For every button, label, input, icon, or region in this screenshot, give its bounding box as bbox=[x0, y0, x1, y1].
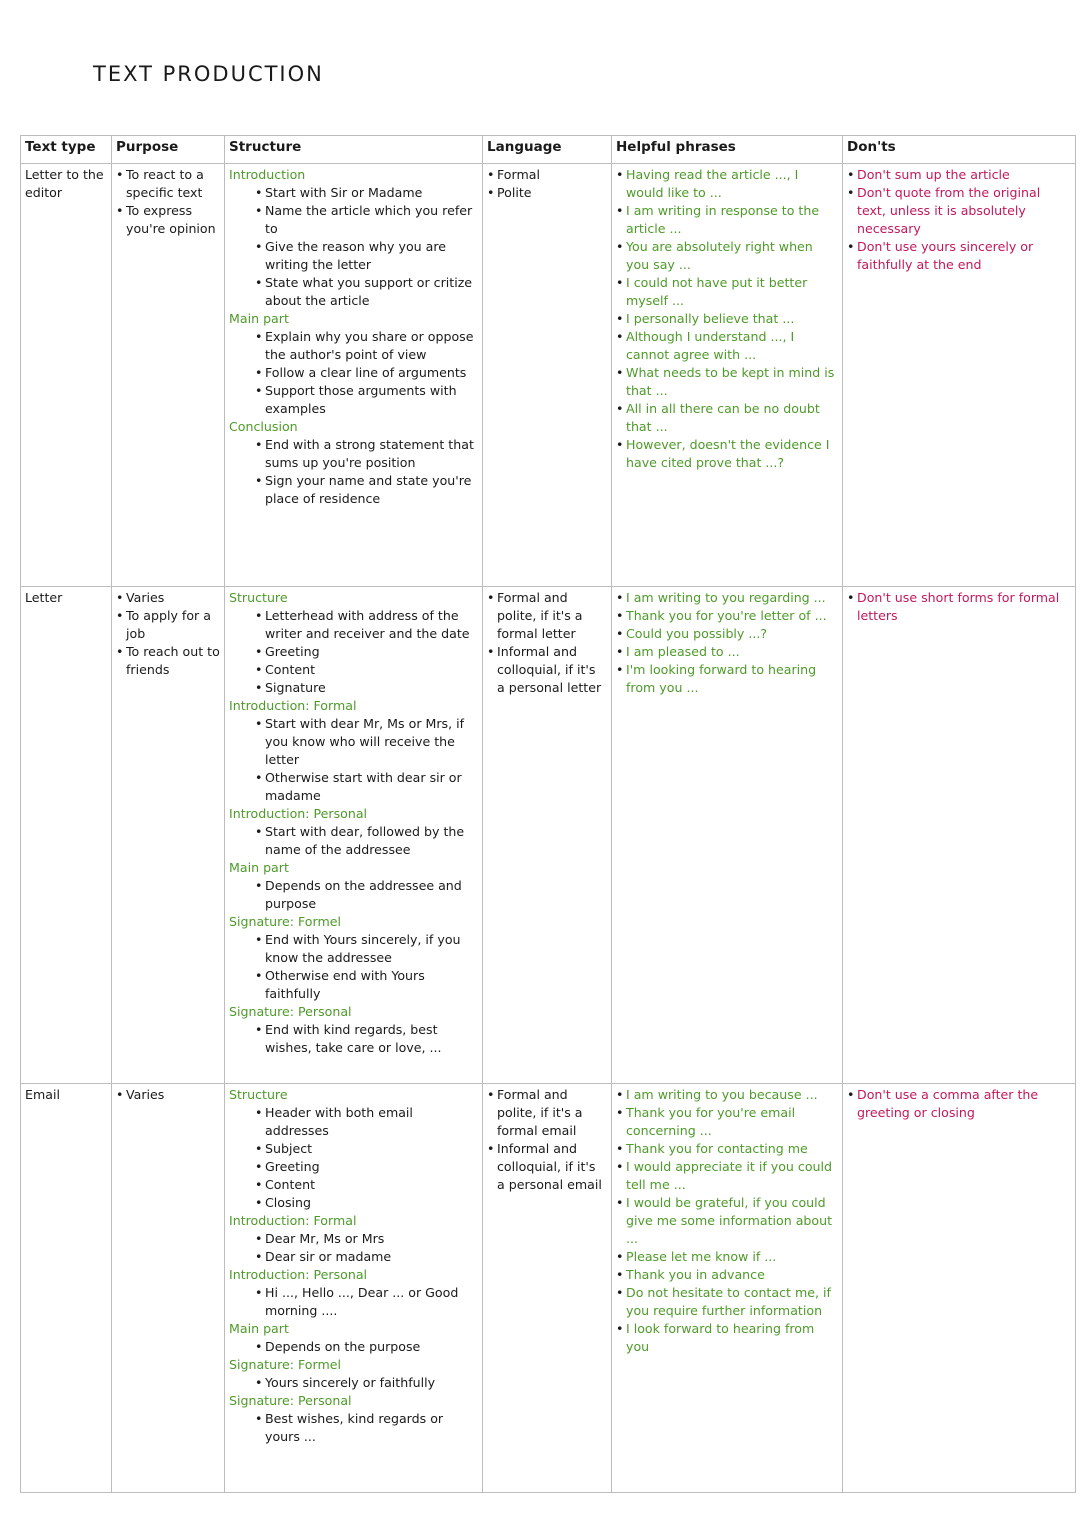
purpose-item: • To apply for a job bbox=[116, 607, 220, 643]
purpose-item: • Varies bbox=[116, 589, 220, 607]
structure-item: • Depends on the addressee and purpose bbox=[255, 877, 478, 913]
structure-item: • End with a strong statement that sums up you're position bbox=[255, 436, 478, 472]
structure-cell bbox=[225, 164, 483, 587]
donts-cell bbox=[843, 587, 1076, 1084]
structure-list bbox=[229, 877, 478, 913]
structure-section-heading: Introduction: Formal bbox=[229, 1213, 357, 1228]
structure-cell bbox=[225, 1084, 483, 1493]
phrase-item: • I could not have put it better myself ... bbox=[616, 274, 838, 310]
phrase-item: • I would be grateful, if you could give me some information about ... bbox=[616, 1194, 838, 1248]
header-row bbox=[21, 136, 1076, 164]
structure-item: • Hi ..., Hello ..., Dear ... or Good morning .... bbox=[255, 1284, 478, 1320]
structure-item: • End with kind regards, best wishes, take care or love, ... bbox=[255, 1021, 478, 1057]
structure-list bbox=[229, 715, 478, 805]
structure-item: • Signature bbox=[255, 679, 478, 697]
structure-list bbox=[229, 436, 478, 508]
structure-item: • Start with Sir or Madame bbox=[255, 184, 478, 202]
structure-list bbox=[229, 1284, 478, 1320]
dont-item: • Don't use yours sincerely or faithfully at the end bbox=[847, 238, 1071, 274]
purpose-item: • To react to a specific text bbox=[116, 166, 220, 202]
structure-item: • Start with dear, followed by the name of the addressee bbox=[255, 823, 478, 859]
structure-section-heading: Introduction: Personal bbox=[229, 806, 368, 821]
dont-item: • Don't quote from the original text, unless it is absolutely necessary bbox=[847, 184, 1071, 238]
language-item: • Formal and polite, if it's a formal email bbox=[487, 1086, 607, 1140]
phrase-list bbox=[616, 166, 838, 472]
structure-list bbox=[229, 1021, 478, 1057]
structure-item: • Header with both email addresses bbox=[255, 1104, 478, 1140]
purpose-item: • To express you're opinion bbox=[116, 202, 220, 238]
header-purpose: Purpose bbox=[112, 136, 225, 164]
phrase-item: • I look forward to hearing from you bbox=[616, 1320, 838, 1356]
structure-item: • Follow a clear line of arguments bbox=[255, 364, 478, 382]
purpose-list bbox=[116, 166, 220, 238]
phrase-list bbox=[616, 1086, 838, 1356]
purpose-cell bbox=[112, 587, 225, 1084]
structure-list bbox=[229, 1230, 478, 1266]
donts-cell bbox=[843, 1084, 1076, 1493]
structure-item: • Depends on the purpose bbox=[255, 1338, 478, 1356]
phrase-item: • Although I understand ..., I cannot agree with ... bbox=[616, 328, 838, 364]
language-item: • Formal and polite, if it's a formal letter bbox=[487, 589, 607, 643]
phrase-item: • Having read the article ..., I would like to ... bbox=[616, 166, 838, 202]
structure-section-heading: Structure bbox=[229, 1087, 288, 1102]
dont-item: • Don't sum up the article bbox=[847, 166, 1071, 184]
language-item: • Polite bbox=[487, 184, 607, 202]
purpose-cell bbox=[112, 164, 225, 587]
header-structure: Structure bbox=[225, 136, 483, 164]
structure-section-heading: Main part bbox=[229, 860, 289, 875]
structure-item: • Support those arguments with examples bbox=[255, 382, 478, 418]
table-row bbox=[21, 1084, 1076, 1493]
page-title: TEXT PRODUCTION bbox=[93, 62, 324, 86]
structure-item: • Letterhead with address of the writer and receiver and the date bbox=[255, 607, 478, 643]
phrase-item: • I am pleased to ... bbox=[616, 643, 838, 661]
structure-section-heading: Introduction: Formal bbox=[229, 698, 357, 713]
phrase-item: • Do not hesitate to contact me, if you require further information bbox=[616, 1284, 838, 1320]
phrase-list bbox=[616, 589, 838, 697]
structure-item: • Content bbox=[255, 1176, 478, 1194]
structure-cell bbox=[225, 587, 483, 1084]
dont-list bbox=[847, 1086, 1071, 1122]
language-list bbox=[487, 589, 607, 697]
language-cell bbox=[483, 164, 612, 587]
header-donts: Don'ts bbox=[843, 136, 1076, 164]
structure-item: • Best wishes, kind regards or yours ... bbox=[255, 1410, 478, 1446]
structure-item: • Give the reason why you are writing the letter bbox=[255, 238, 478, 274]
purpose-item: • To reach out to friends bbox=[116, 643, 220, 679]
text-type-cell: Letter bbox=[21, 587, 112, 1084]
structure-section-heading: Signature: Formel bbox=[229, 914, 341, 929]
language-item: • Informal and colloquial, if it's a personal email bbox=[487, 1140, 607, 1194]
purpose-cell bbox=[112, 1084, 225, 1493]
dont-list bbox=[847, 589, 1071, 625]
structure-item: • Closing bbox=[255, 1194, 478, 1212]
phrase-item: • All in all there can be no doubt that ... bbox=[616, 400, 838, 436]
structure-item: • Dear sir or madame bbox=[255, 1248, 478, 1266]
structure-section-heading: Signature: Formel bbox=[229, 1357, 341, 1372]
structure-section-heading: Conclusion bbox=[229, 419, 298, 434]
purpose-list bbox=[116, 589, 220, 679]
phrase-item: • Could you possibly ...? bbox=[616, 625, 838, 643]
structure-item: • Greeting bbox=[255, 643, 478, 661]
language-cell bbox=[483, 1084, 612, 1493]
phrase-item: • Thank you for you're email concerning ... bbox=[616, 1104, 838, 1140]
text-production-table bbox=[20, 135, 1076, 1493]
phrase-item: • What needs to be kept in mind is that ... bbox=[616, 364, 838, 400]
phrase-item: • Please let me know if ... bbox=[616, 1248, 838, 1266]
structure-list bbox=[229, 607, 478, 697]
structure-item: • Otherwise start with dear sir or madame bbox=[255, 769, 478, 805]
phrase-item: • I would appreciate it if you could tell me ... bbox=[616, 1158, 838, 1194]
dont-list bbox=[847, 166, 1071, 274]
text-type-cell: Email bbox=[21, 1084, 112, 1493]
header-text-type: Text type bbox=[21, 136, 112, 164]
structure-item: • Content bbox=[255, 661, 478, 679]
structure-list bbox=[229, 1338, 478, 1356]
phrase-item: • I am writing to you regarding ... bbox=[616, 589, 838, 607]
structure-list bbox=[229, 1410, 478, 1446]
structure-item: • Sign your name and state you're place of residence bbox=[255, 472, 478, 508]
header-language: Language bbox=[483, 136, 612, 164]
dont-item: • Don't use a comma after the greeting or closing bbox=[847, 1086, 1071, 1122]
phrase-item: • Thank you for contacting me bbox=[616, 1140, 838, 1158]
phrase-item: • I'm looking forward to hearing from you ... bbox=[616, 661, 838, 697]
structure-item: • Subject bbox=[255, 1140, 478, 1158]
structure-item: • Otherwise end with Yours faithfully bbox=[255, 967, 478, 1003]
structure-section-heading: Signature: Personal bbox=[229, 1393, 352, 1408]
structure-section-heading: Main part bbox=[229, 1321, 289, 1336]
purpose-item: • Varies bbox=[116, 1086, 220, 1104]
phrase-item: • I am writing in response to the article ... bbox=[616, 202, 838, 238]
phrase-item: • However, doesn't the evidence I have cited prove that ...? bbox=[616, 436, 838, 472]
language-list bbox=[487, 1086, 607, 1194]
table-body bbox=[21, 164, 1076, 1493]
phrase-item: • You are absolutely right when you say ... bbox=[616, 238, 838, 274]
language-item: • Informal and colloquial, if it's a personal letter bbox=[487, 643, 607, 697]
table-row bbox=[21, 164, 1076, 587]
phrase-item: • Thank you for you're letter of ... bbox=[616, 607, 838, 625]
phrase-item: • I am writing to you because ... bbox=[616, 1086, 838, 1104]
structure-item: • Greeting bbox=[255, 1158, 478, 1176]
structure-item: • End with Yours sincerely, if you know the addressee bbox=[255, 931, 478, 967]
structure-item: • State what you support or critize about the article bbox=[255, 274, 478, 310]
structure-section-heading: Structure bbox=[229, 590, 288, 605]
donts-cell bbox=[843, 164, 1076, 587]
language-list bbox=[487, 166, 607, 202]
phrase-item: • Thank you in advance bbox=[616, 1266, 838, 1284]
purpose-list bbox=[116, 1086, 220, 1104]
structure-item: • Start with dear Mr, Ms or Mrs, if you know who will receive the letter bbox=[255, 715, 478, 769]
structure-item: • Explain why you share or oppose the author's point of view bbox=[255, 328, 478, 364]
structure-section-heading: Introduction bbox=[229, 167, 306, 182]
helpful-phrases-cell bbox=[612, 1084, 843, 1493]
language-cell bbox=[483, 587, 612, 1084]
header-helpful-phrases: Helpful phrases bbox=[612, 136, 843, 164]
structure-item: • Yours sincerely or faithfully bbox=[255, 1374, 478, 1392]
structure-section-heading: Signature: Personal bbox=[229, 1004, 352, 1019]
structure-item: • Name the article which you refer to bbox=[255, 202, 478, 238]
structure-list bbox=[229, 184, 478, 310]
structure-section-heading: Introduction: Personal bbox=[229, 1267, 368, 1282]
structure-list bbox=[229, 328, 478, 418]
table-row bbox=[21, 587, 1076, 1084]
structure-list bbox=[229, 1104, 478, 1212]
dont-item: • Don't use short forms for formal letters bbox=[847, 589, 1071, 625]
language-item: • Formal bbox=[487, 166, 607, 184]
text-type-cell: Letter to the editor bbox=[21, 164, 112, 587]
helpful-phrases-cell bbox=[612, 164, 843, 587]
phrase-item: • I personally believe that ... bbox=[616, 310, 838, 328]
structure-list bbox=[229, 1374, 478, 1392]
helpful-phrases-cell bbox=[612, 587, 843, 1084]
structure-section-heading: Main part bbox=[229, 311, 289, 326]
structure-item: • Dear Mr, Ms or Mrs bbox=[255, 1230, 478, 1248]
structure-list bbox=[229, 931, 478, 1003]
structure-list bbox=[229, 823, 478, 859]
